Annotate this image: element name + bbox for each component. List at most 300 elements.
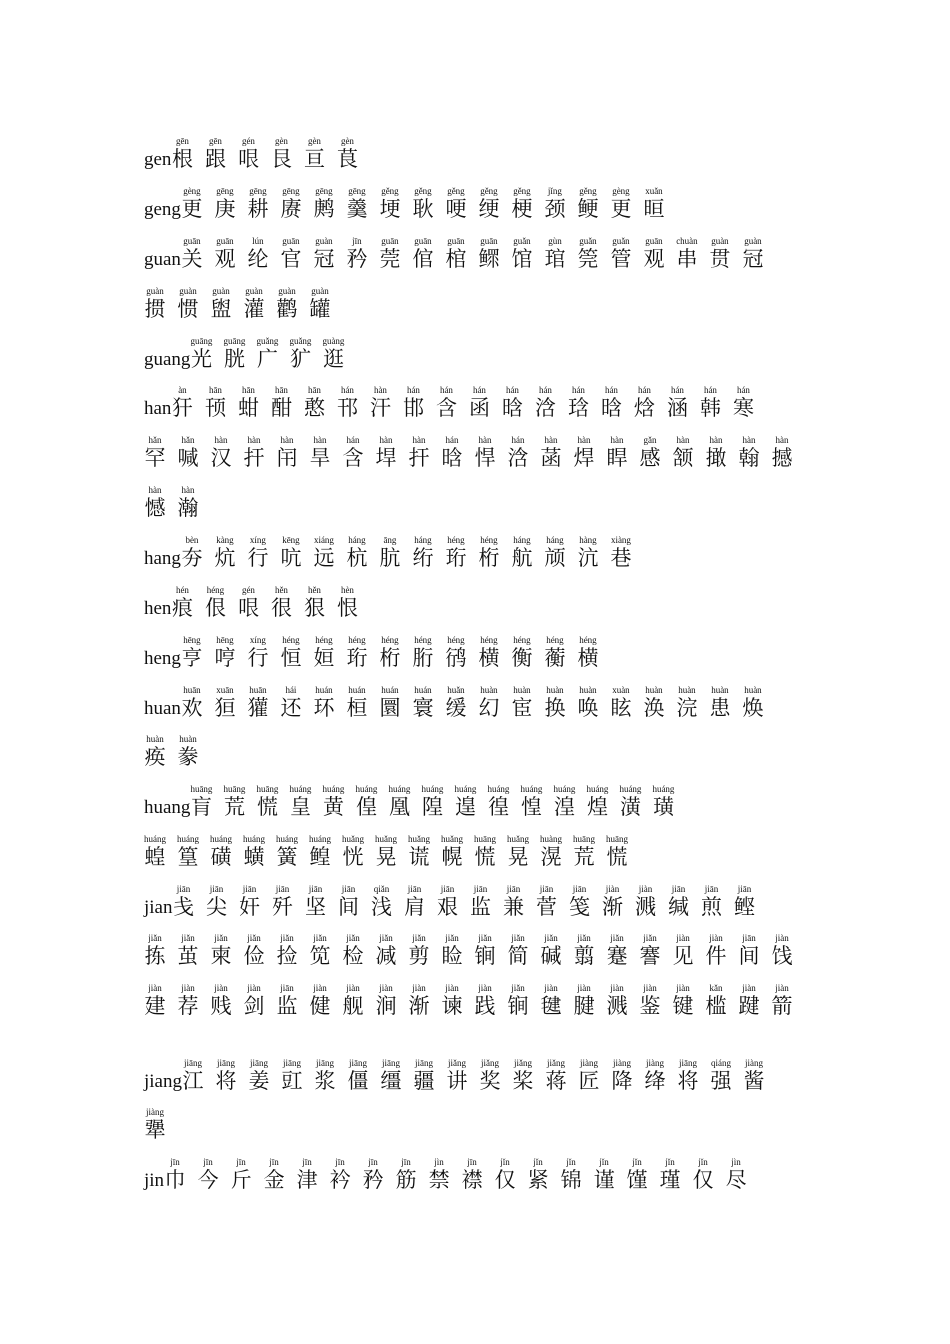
pinyin-annotation: jiàn <box>709 933 723 943</box>
pinyin-annotation: jǐn <box>533 1157 543 1167</box>
hanzi-character: 更 <box>181 197 203 221</box>
hanzi-character: 瑾 <box>659 1168 681 1192</box>
hanzi-character: 建 <box>144 994 166 1018</box>
hanzi-character: 赓 <box>280 197 302 221</box>
character-cell <box>577 236 599 271</box>
hanzi-character: 悍 <box>474 446 496 470</box>
pinyin-annotation: huāng <box>223 784 246 794</box>
character-cell <box>573 834 595 869</box>
hanzi-character: 涣 <box>643 696 665 720</box>
hanzi-character: 慌 <box>256 795 278 819</box>
pinyin-annotation: gēng <box>348 186 366 196</box>
character-cell <box>215 1058 237 1093</box>
pinyin-annotation: xiáng <box>313 535 334 545</box>
pinyin-annotation: jiǎng <box>547 1058 565 1068</box>
pinyin-annotation: gěng <box>447 186 465 196</box>
character-cell <box>643 186 665 221</box>
pinyin-annotation: guàn <box>245 286 263 296</box>
character-cell <box>214 186 236 221</box>
pinyin-annotation: jǐn <box>566 1157 576 1167</box>
hanzi-character: 鸻 <box>445 646 467 670</box>
hanzi-character: 珩 <box>346 646 368 670</box>
hanzi-character: 冠 <box>313 247 335 271</box>
character-cell <box>346 635 368 670</box>
pinyin-annotation: hán <box>505 385 519 395</box>
hanzi-character: 奸 <box>239 895 260 919</box>
hanzi-character: 涧 <box>375 994 397 1018</box>
character-cell <box>511 685 533 720</box>
hanzi-character: 跟 <box>204 147 226 171</box>
hanzi-character: 奖 <box>479 1069 501 1093</box>
hanzi-character: 茛 <box>336 147 358 171</box>
hanzi-character: 惯 <box>177 297 199 321</box>
hanzi-character: 检 <box>342 944 364 968</box>
syllable-line <box>144 231 764 271</box>
hanzi-character: 强 <box>710 1069 732 1093</box>
character-cell <box>446 1058 468 1093</box>
hanzi-character: 酱 <box>743 1069 765 1093</box>
hanzi-character: 謇 <box>639 944 661 968</box>
syllable-label: han <box>144 398 172 419</box>
character-list <box>181 635 599 670</box>
pinyin-annotation: guàng <box>322 336 345 346</box>
pinyin-annotation: gēng <box>315 186 333 196</box>
character-cell <box>672 933 694 968</box>
pinyin-annotation: héng <box>579 635 597 645</box>
character-cell <box>206 884 228 919</box>
character-cell <box>478 685 500 720</box>
character-cell <box>569 884 591 919</box>
character-cell <box>507 834 529 869</box>
pinyin-annotation: jiàng <box>613 1058 631 1068</box>
pinyin-annotation: jiǎn <box>181 933 195 943</box>
syllable-line <box>144 580 358 620</box>
syllable-line <box>144 131 358 171</box>
pinyin-annotation: huāng <box>573 834 595 844</box>
pinyin-annotation: hān <box>274 385 288 395</box>
character-cell <box>544 685 566 720</box>
character-cell <box>544 635 566 670</box>
character-cell <box>553 784 575 819</box>
hanzi-character: 简 <box>507 944 529 968</box>
pinyin-annotation: jiān <box>572 884 587 894</box>
character-list <box>171 585 358 620</box>
hanzi-character: 桨 <box>512 1069 534 1093</box>
pinyin-annotation: jǐn <box>632 1157 642 1167</box>
hanzi-character: 笺 <box>569 895 590 919</box>
hanzi-character: 凰 <box>388 795 410 819</box>
hanzi-character: 纶 <box>247 247 269 271</box>
hanzi-character: 幻 <box>478 696 500 720</box>
character-cell <box>668 884 690 919</box>
hanzi-character: 垾 <box>375 446 397 470</box>
character-cell <box>527 1157 549 1192</box>
hanzi-character: 荐 <box>177 994 199 1018</box>
hanzi-character: 间 <box>738 944 760 968</box>
character-cell <box>230 1157 252 1192</box>
character-cell <box>342 933 364 968</box>
pinyin-annotation: guǎn <box>612 236 630 246</box>
character-cell <box>342 435 364 470</box>
pinyin-annotation: héng <box>282 635 300 645</box>
hanzi-character: 串 <box>676 247 698 271</box>
character-list <box>144 435 793 470</box>
hanzi-character: 仅 <box>494 1168 516 1192</box>
hanzi-character: 莞 <box>379 247 401 271</box>
pinyin-annotation: háng <box>414 535 432 545</box>
pinyin-annotation: huáng <box>388 784 411 794</box>
hanzi-character: 梗 <box>511 197 533 221</box>
pinyin-annotation: hān <box>241 385 255 395</box>
syllable-label: hen <box>144 598 172 619</box>
pinyin-annotation: huáng <box>355 784 378 794</box>
pinyin-annotation: jīn <box>170 1157 180 1167</box>
hanzi-character: 颔 <box>672 446 694 470</box>
character-cell <box>573 983 595 1018</box>
character-cell <box>177 286 199 321</box>
hanzi-character: 颃 <box>544 546 566 570</box>
pinyin-annotation: héng <box>513 635 531 645</box>
pinyin-annotation: huǎng <box>507 834 529 844</box>
character-cell <box>474 983 496 1018</box>
character-cell <box>771 435 793 470</box>
pinyin-annotation: jiàn <box>775 983 789 993</box>
pinyin-annotation: huàn <box>146 734 164 744</box>
hanzi-character: 缰 <box>380 1069 402 1093</box>
hanzi-character: 管 <box>610 247 632 271</box>
character-cell <box>676 236 698 271</box>
character-cell <box>239 884 261 919</box>
pinyin-annotation: huāng <box>256 784 279 794</box>
pinyin-annotation: jīn <box>352 236 362 246</box>
pinyin-annotation: héng <box>546 635 564 645</box>
hanzi-character: 瀚 <box>177 496 199 520</box>
hanzi-character: 邗 <box>336 396 358 420</box>
syllable-label: guan <box>144 249 181 270</box>
character-cell <box>210 834 232 869</box>
pinyin-annotation: huàn <box>179 734 197 744</box>
pinyin-annotation: hàn <box>379 435 393 445</box>
hanzi-character: 荒 <box>223 795 245 819</box>
character-cell <box>171 136 193 171</box>
pinyin-annotation: huáng <box>421 784 444 794</box>
character-cell <box>644 1058 666 1093</box>
character-cell <box>445 535 467 570</box>
pinyin-annotation: huáng <box>586 784 609 794</box>
hanzi-character: 缓 <box>445 696 467 720</box>
pinyin-annotation: gēn <box>208 136 222 146</box>
character-cell <box>511 535 533 570</box>
character-cell <box>336 385 358 420</box>
hanzi-character: 翰 <box>738 446 760 470</box>
pinyin-annotation: huáng <box>210 834 232 844</box>
hanzi-character: 琀 <box>567 396 589 420</box>
syllable-line <box>144 480 199 520</box>
character-cell <box>478 535 500 570</box>
pinyin-annotation: huāng <box>606 834 628 844</box>
pinyin-annotation: gěng <box>414 186 432 196</box>
character-list <box>144 834 628 869</box>
pinyin-annotation: hàng <box>579 535 597 545</box>
character-cell <box>280 236 302 271</box>
pinyin-annotation: jiān <box>671 884 686 894</box>
pinyin-annotation: héng <box>315 635 333 645</box>
character-cell <box>313 635 335 670</box>
pinyin-annotation: jiǎn <box>643 933 657 943</box>
hanzi-character: 寰 <box>412 696 434 720</box>
hanzi-character: 艰 <box>437 895 458 919</box>
pinyin-annotation: hán <box>571 385 585 395</box>
pinyin-annotation: hán <box>340 385 354 395</box>
pinyin-annotation: guǎng <box>256 336 279 346</box>
hanzi-character: 谏 <box>441 994 463 1018</box>
pinyin-annotation: guàn <box>315 236 333 246</box>
hanzi-character: 遑 <box>454 795 476 819</box>
hanzi-character: 肮 <box>379 546 401 570</box>
character-cell <box>247 186 269 221</box>
hanzi-character: 涵 <box>666 396 688 420</box>
character-list <box>164 1157 747 1192</box>
hanzi-character: 羹 <box>346 197 368 221</box>
hanzi-character: 湟 <box>553 795 575 819</box>
hanzi-character: 唤 <box>577 696 599 720</box>
character-cell <box>501 385 523 420</box>
hanzi-character: 行 <box>247 646 269 670</box>
pinyin-annotation: jiān <box>704 884 719 894</box>
hanzi-character: 焕 <box>742 696 764 720</box>
character-list <box>144 734 199 769</box>
hanzi-character: 筦 <box>577 247 599 271</box>
pinyin-annotation: kàng <box>216 535 234 545</box>
hanzi-character: 锏 <box>507 994 529 1018</box>
syllable-line <box>144 530 632 570</box>
pinyin-annotation: jiān <box>539 884 554 894</box>
pinyin-annotation: gěng <box>513 186 531 196</box>
hanzi-character: 韩 <box>699 396 721 420</box>
character-cell <box>573 933 595 968</box>
pinyin-annotation: hán <box>439 385 453 395</box>
character-cell <box>177 734 199 769</box>
character-cell <box>256 336 278 371</box>
character-cell <box>342 834 364 869</box>
syllable-line <box>144 680 764 720</box>
hanzi-character: 尽 <box>725 1168 747 1192</box>
syllable-line <box>144 281 331 321</box>
character-cell <box>487 784 509 819</box>
character-cell <box>144 983 166 1018</box>
pinyin-annotation: jiàn <box>181 983 195 993</box>
pinyin-annotation: jiàn <box>676 983 690 993</box>
pinyin-annotation: jiāng <box>679 1058 697 1068</box>
hanzi-character: 缄 <box>668 895 689 919</box>
character-cell <box>540 435 562 470</box>
character-cell <box>742 236 764 271</box>
pinyin-annotation: jiàn <box>610 983 624 993</box>
character-cell <box>461 1157 483 1192</box>
character-cell <box>309 983 331 1018</box>
hanzi-character: 光 <box>190 347 212 371</box>
hanzi-character: 慌 <box>474 845 496 869</box>
hanzi-character: 艮 <box>270 147 292 171</box>
hanzi-character: 根 <box>171 147 193 171</box>
pinyin-annotation: xuān <box>216 685 234 695</box>
character-cell <box>181 535 203 570</box>
pinyin-annotation: huán <box>315 685 333 695</box>
hanzi-character: 剑 <box>243 994 265 1018</box>
hanzi-character: 今 <box>197 1168 219 1192</box>
character-cell <box>412 236 434 271</box>
hanzi-character: 炕 <box>214 546 236 570</box>
character-cell <box>478 635 500 670</box>
character-cell <box>412 535 434 570</box>
hanzi-character: 桁 <box>379 646 401 670</box>
hanzi-character: 僵 <box>347 1069 369 1093</box>
pinyin-annotation: bèn <box>185 535 199 545</box>
character-cell <box>181 635 203 670</box>
pinyin-annotation: huàn <box>645 685 663 695</box>
pinyin-annotation: guāng <box>190 336 213 346</box>
pinyin-annotation: hàn <box>214 435 228 445</box>
pinyin-annotation: gèn <box>340 136 354 146</box>
character-cell <box>578 1058 600 1093</box>
hanzi-character: 盥 <box>210 297 232 321</box>
character-cell <box>247 635 269 670</box>
hanzi-character: 尖 <box>206 895 227 919</box>
pinyin-annotation: guān <box>381 236 399 246</box>
hanzi-character: 将 <box>677 1069 699 1093</box>
hanzi-character: 黄 <box>322 795 344 819</box>
hanzi-character: 碱 <box>540 944 562 968</box>
pinyin-annotation: huán <box>381 685 399 695</box>
hanzi-character: 减 <box>375 944 397 968</box>
hanzi-character: 圜 <box>379 696 401 720</box>
character-cell <box>445 186 467 221</box>
pinyin-annotation: hān <box>208 385 222 395</box>
character-cell <box>771 983 793 1018</box>
pinyin-annotation: hán <box>511 435 525 445</box>
character-list <box>181 236 764 271</box>
pinyin-annotation: gēng <box>216 186 234 196</box>
pinyin-annotation: huáng <box>144 834 166 844</box>
syllable-label: jiang <box>144 1071 182 1092</box>
character-cell <box>309 933 331 968</box>
hanzi-character: 巷 <box>610 546 632 570</box>
hanzi-character: 换 <box>544 696 566 720</box>
pinyin-annotation: jiàng <box>745 1058 763 1068</box>
hanzi-character: 疆 <box>413 1069 435 1093</box>
character-cell <box>305 884 327 919</box>
character-cell <box>412 186 434 221</box>
character-cell <box>408 983 430 1018</box>
hanzi-character: 隍 <box>421 795 443 819</box>
hanzi-character: 潢 <box>619 795 641 819</box>
syllable-line <box>144 630 599 670</box>
character-cell <box>511 236 533 271</box>
syllable-line <box>144 729 199 769</box>
character-cell <box>210 933 232 968</box>
pinyin-annotation: jīn <box>302 1157 312 1167</box>
hanzi-character: 谎 <box>408 845 430 869</box>
character-cell <box>454 784 476 819</box>
hanzi-character: 姜 <box>248 1069 270 1093</box>
character-cell <box>210 286 232 321</box>
hanzi-character: 锏 <box>474 944 496 968</box>
pinyin-annotation: kēng <box>282 535 300 545</box>
character-cell <box>639 933 661 968</box>
pinyin-annotation: huàn <box>546 685 564 695</box>
hanzi-character: 汗 <box>369 396 391 420</box>
hanzi-character: 犷 <box>289 347 311 371</box>
hanzi-character: 柬 <box>210 944 232 968</box>
character-cell <box>329 1157 351 1192</box>
hanzi-character: 亨 <box>181 646 203 670</box>
character-cell <box>441 834 463 869</box>
character-list <box>182 1058 765 1093</box>
hanzi-character: 间 <box>338 895 359 919</box>
pinyin-annotation: jiān <box>209 884 224 894</box>
character-cell <box>280 635 302 670</box>
pinyin-annotation: hàn <box>577 435 591 445</box>
hanzi-character: 筋 <box>395 1168 417 1192</box>
pinyin-annotation: chuàn <box>676 236 698 246</box>
character-cell <box>602 884 624 919</box>
hanzi-character: 讲 <box>446 1069 468 1093</box>
pinyin-annotation: hàn <box>373 385 387 395</box>
pinyin-annotation: gèn <box>307 136 321 146</box>
syllable-line <box>144 181 665 221</box>
pinyin-annotation: guān <box>183 236 201 246</box>
character-cell <box>705 983 727 1018</box>
character-cell <box>313 535 335 570</box>
pinyin-annotation: guàn <box>179 286 197 296</box>
pinyin-annotation: gèn <box>274 136 288 146</box>
pinyin-annotation: jiǎn <box>148 933 162 943</box>
pinyin-annotation: guǎn <box>513 236 531 246</box>
character-cell <box>725 1157 747 1192</box>
hanzi-character: 犟 <box>144 1118 166 1142</box>
character-cell <box>243 933 265 968</box>
pinyin-annotation: jiān <box>242 884 257 894</box>
character-cell <box>248 1058 270 1093</box>
character-cell <box>380 1058 402 1093</box>
pinyin-annotation: jiàn <box>478 983 492 993</box>
pinyin-annotation: jiān <box>407 884 422 894</box>
character-cell <box>322 336 344 371</box>
pinyin-annotation: jiàn <box>676 933 690 943</box>
hanzi-character: 监 <box>470 895 491 919</box>
pinyin-annotation: guān <box>480 236 498 246</box>
pinyin-annotation: gěng <box>381 186 399 196</box>
pinyin-annotation: huàn <box>480 685 498 695</box>
character-cell <box>272 884 294 919</box>
character-cell <box>144 435 166 470</box>
pinyin-annotation: jiǎn <box>511 983 525 993</box>
pinyin-annotation: hàn <box>478 435 492 445</box>
character-cell <box>672 983 694 1018</box>
character-cell <box>289 336 311 371</box>
character-cell <box>270 585 292 620</box>
character-cell <box>421 784 443 819</box>
character-cell <box>197 1157 219 1192</box>
pinyin-annotation: guàn <box>744 236 762 246</box>
pinyin-annotation: gùn <box>548 236 562 246</box>
pinyin-annotation: jiàn <box>445 983 459 993</box>
character-cell <box>144 734 166 769</box>
pinyin-annotation: guǎng <box>289 336 312 346</box>
character-cell <box>478 236 500 271</box>
syllable-label: guang <box>144 349 191 370</box>
hanzi-character: 磺 <box>210 845 232 869</box>
